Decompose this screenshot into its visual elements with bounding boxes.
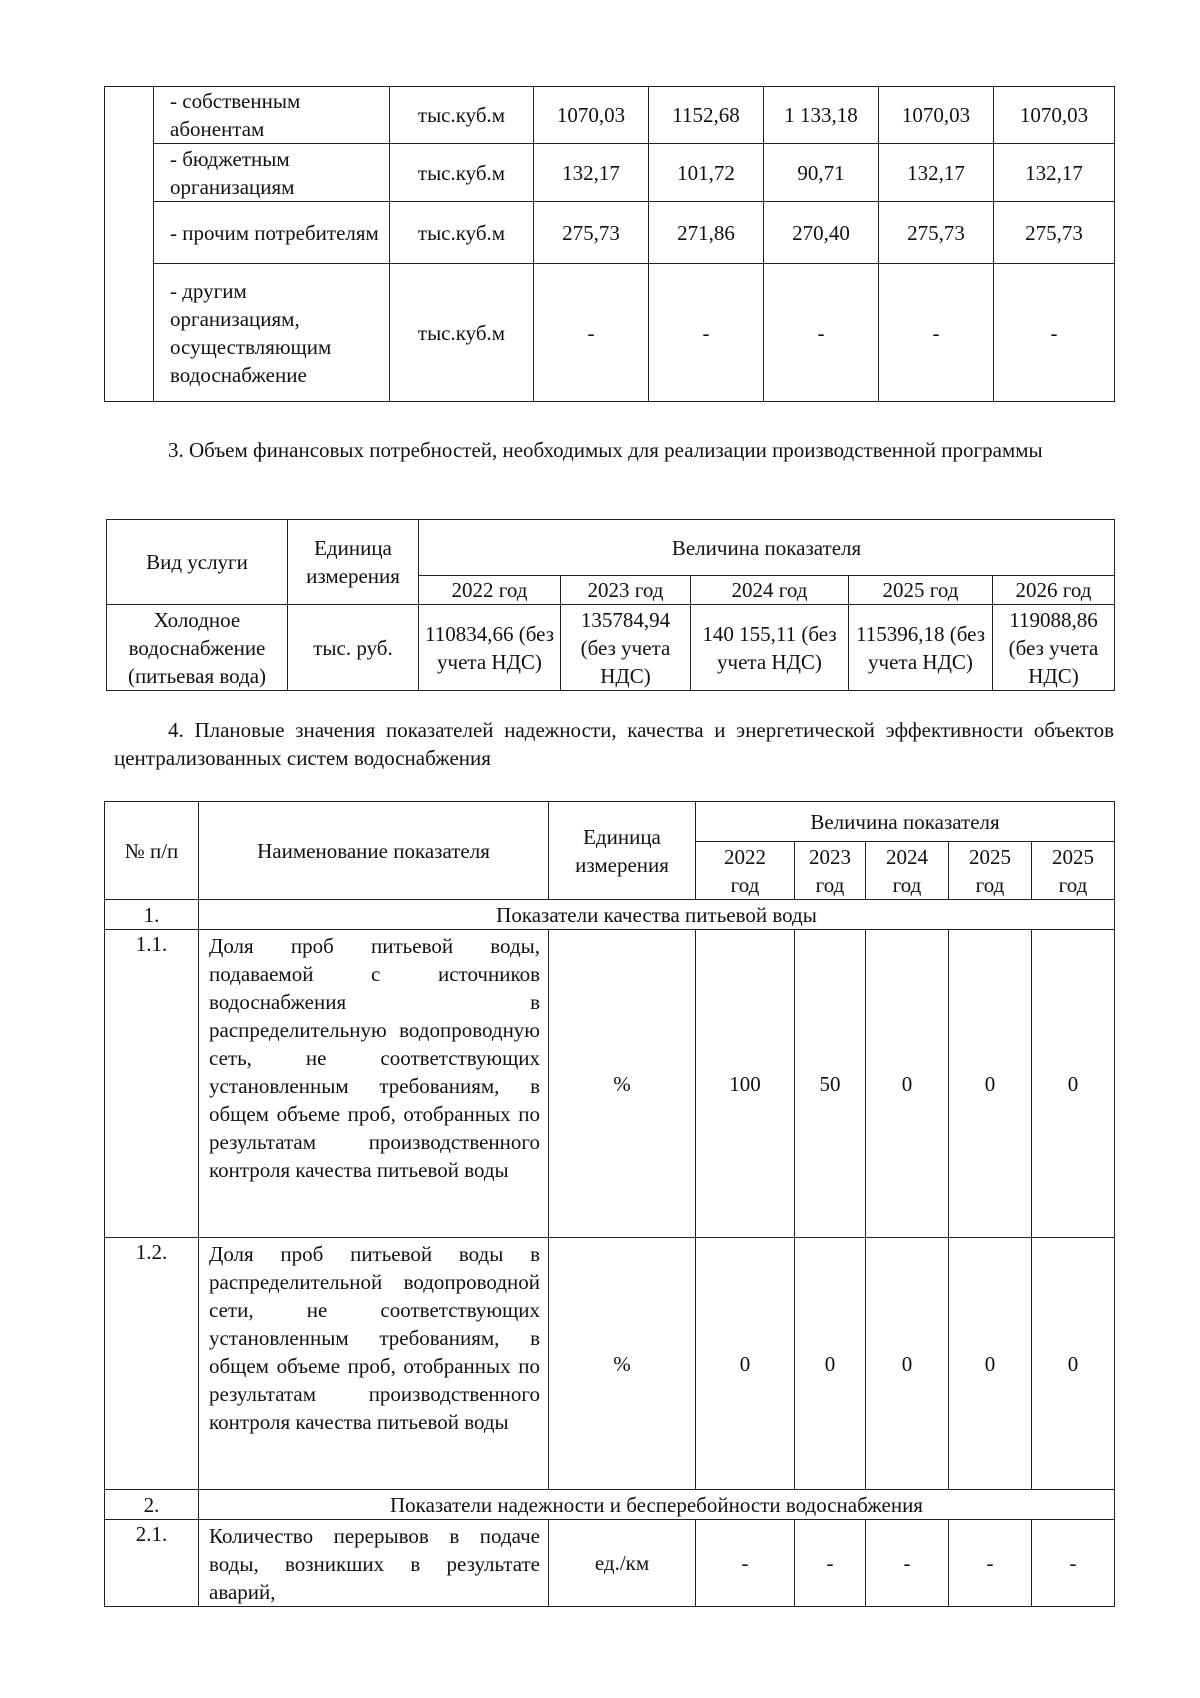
value-cell: 0	[949, 930, 1032, 1238]
year-header: 2023 год	[561, 576, 691, 605]
table-header-row	[105, 802, 1115, 842]
year-header: 2023 год	[795, 842, 866, 900]
year-header: 2025 год	[849, 576, 993, 605]
value-cell: 270,40	[764, 202, 879, 264]
value-cell: 1152,68	[649, 87, 764, 144]
row-num: 1.2.	[105, 1238, 199, 1490]
value-cell: -	[534, 264, 649, 402]
row-label: - прочим потребителям	[154, 202, 390, 264]
unit-cell: тыс.куб.м	[390, 87, 534, 144]
value-cell: -	[866, 1520, 949, 1607]
table-row	[105, 1520, 1115, 1607]
year-header: 2024 год	[866, 842, 949, 900]
index-cell	[105, 87, 154, 402]
year-header: 2025 год	[949, 842, 1032, 900]
row-label: - другим организациям, осуществляющим водоснабжение	[154, 264, 390, 402]
table-row	[105, 930, 1115, 1238]
value-cell: 0	[1032, 1238, 1115, 1490]
group-title: Показатели качества питьевой воды	[199, 900, 1115, 930]
table-row	[105, 1238, 1115, 1490]
row-label: - бюджетным организациям	[154, 144, 390, 202]
year-header: 2026 год	[993, 576, 1115, 605]
value-cell: 115396,18 (без учета НДС)	[849, 605, 993, 691]
value-cell: -	[696, 1520, 795, 1607]
value-cell: 1070,03	[994, 87, 1115, 144]
row-label: - собственным абонентам	[154, 87, 390, 144]
section-4-heading: 4. Плановые значения показателей надежности, качества и энергетической эффективности объектов централизованных систем водоснабжения	[114, 718, 1114, 770]
indicators-table	[104, 801, 1115, 1607]
col-unit-header: Единица измерения	[549, 802, 696, 900]
value-cell: 50	[795, 930, 866, 1238]
value-cell: -	[949, 1520, 1032, 1607]
value-cell: 0	[795, 1238, 866, 1490]
value-cell: 101,72	[649, 144, 764, 202]
table-row	[105, 144, 1115, 202]
col-num-header: № п/п	[105, 802, 199, 900]
group-row	[105, 900, 1115, 930]
year-header: 2024 год	[691, 576, 849, 605]
value-cell: 110834,66 (без учета НДС)	[419, 605, 561, 691]
value-cell: 132,17	[879, 144, 994, 202]
row-name: Доля проб питьевой воды в распределительной водопроводной сети, не соответствующих установленным требованиям, в общем объеме проб, отобранных по результатам производственного контроля качества питьевой воды	[199, 1238, 549, 1490]
value-cell: -	[994, 264, 1115, 402]
financial-table	[106, 519, 1115, 691]
row-name: Доля проб питьевой воды, подаваемой с источников водоснабжения в распределительную водопроводную сеть, не соответствующих установленным требованиям, в общем объеме проб, отобранных по результатам производственного контроля качества питьевой воды	[199, 930, 549, 1238]
row-num: 2.1.	[105, 1520, 199, 1607]
value-cell: 100	[696, 930, 795, 1238]
table-row	[105, 202, 1115, 264]
col-value-header: Величина показателя	[419, 520, 1115, 576]
year-header: 2022 год	[419, 576, 561, 605]
unit-cell: тыс.куб.м	[390, 144, 534, 202]
value-cell: 271,86	[649, 202, 764, 264]
value-cell: 0	[1032, 930, 1115, 1238]
row-name: Количество перерывов в подаче воды, возникших в результате аварий,	[199, 1520, 549, 1607]
value-cell: 90,71	[764, 144, 879, 202]
value-cell: 1 133,18	[764, 87, 879, 144]
unit-cell: ед./км	[549, 1520, 696, 1607]
value-cell: -	[879, 264, 994, 402]
table-row	[107, 605, 1115, 691]
consumption-table	[104, 86, 1115, 402]
value-cell: 140 155,11 (без учета НДС)	[691, 605, 849, 691]
value-cell: -	[649, 264, 764, 402]
section-3-heading: 3. Объем финансовых потребностей, необходимых для реализации производственной программы	[168, 438, 1043, 462]
value-cell: 132,17	[534, 144, 649, 202]
value-cell: -	[1032, 1520, 1115, 1607]
group-row	[105, 1490, 1115, 1520]
table-header-row	[107, 520, 1115, 576]
value-cell: 119088,86 (без учета НДС)	[993, 605, 1115, 691]
value-cell: 275,73	[534, 202, 649, 264]
value-cell: 0	[949, 1238, 1032, 1490]
service-cell: Холодное водоснабжение (питьевая вода)	[107, 605, 288, 691]
col-name-header: Наименование показателя	[199, 802, 549, 900]
value-cell: 275,73	[994, 202, 1115, 264]
row-num: 1.1.	[105, 930, 199, 1238]
value-cell: -	[795, 1520, 866, 1607]
unit-cell: тыс. руб.	[288, 605, 419, 691]
table-row	[105, 87, 1115, 144]
unit-cell: %	[549, 930, 696, 1238]
group-title: Показатели надежности и бесперебойности водоснабжения	[199, 1490, 1115, 1520]
col-value-header: Величина показателя	[696, 802, 1115, 842]
value-cell: 0	[866, 1238, 949, 1490]
value-cell: 1070,03	[534, 87, 649, 144]
value-cell: 275,73	[879, 202, 994, 264]
value-cell: 1070,03	[879, 87, 994, 144]
value-cell: 132,17	[994, 144, 1115, 202]
col-unit-header: Единица измерения	[288, 520, 419, 605]
year-header: 2025 год	[1032, 842, 1115, 900]
unit-cell: тыс.куб.м	[390, 264, 534, 402]
unit-cell: %	[549, 1238, 696, 1490]
table-row	[105, 264, 1115, 402]
col-service-header: Вид услуги	[107, 520, 288, 605]
value-cell: 0	[866, 930, 949, 1238]
group-num: 2.	[105, 1490, 199, 1520]
year-header: 2022 год	[696, 842, 795, 900]
unit-cell: тыс.куб.м	[390, 202, 534, 264]
value-cell: 135784,94 (без учета НДС)	[561, 605, 691, 691]
group-num: 1.	[105, 900, 199, 930]
value-cell: -	[764, 264, 879, 402]
value-cell: 0	[696, 1238, 795, 1490]
